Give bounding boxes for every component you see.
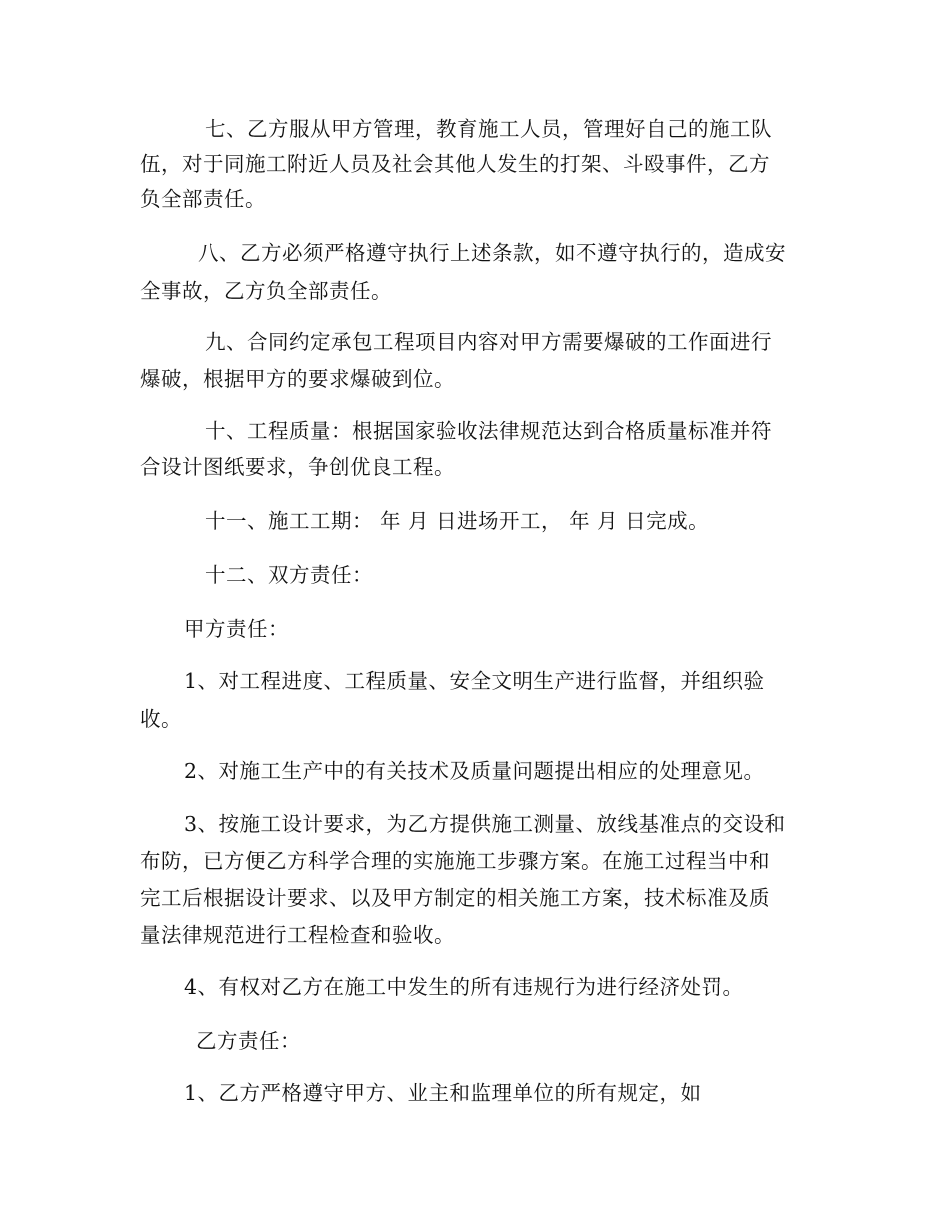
party-a-item-3-line-3: 完工后根据设计要求、以及甲方制定的相关施工方案，技术标准及质: [140, 886, 770, 910]
party-a-heading: 甲方责任：: [184, 617, 289, 641]
clause-8-line-2: 全事故，乙方负全部责任。: [140, 279, 392, 303]
party-a-item-3-line-1: 3、按施工设计要求，为乙方提供施工测量、放线基准点的交设和: [184, 812, 786, 836]
party-a-item-1-line-2: 收。: [140, 707, 182, 731]
clause-8-line-1: 八、乙方必须严格遵守执行上述条款，如不遵守执行的，造成安: [198, 241, 786, 265]
party-a-item-3-line-2: 布防，已方便乙方科学合理的实施施工步骤方案。在施工过程当中和: [140, 849, 770, 873]
clause-12-heading: 十二、双方责任：: [205, 563, 373, 587]
clause-9-line-2: 爆破，根据甲方的要求爆破到位。: [140, 367, 455, 391]
clause-7-line-3: 负全部责任。: [140, 187, 266, 211]
party-b-item-1-line-1: 1、乙方严格遵守甲方、业主和监理单位的所有规定，如: [184, 1081, 702, 1105]
clause-10-line-2: 合设计图纸要求，争创优良工程。: [140, 455, 455, 479]
party-a-item-1-line-1: 1、对工程进度、工程质量、安全文明生产进行监督，并组织验: [184, 669, 765, 693]
party-a-item-3-line-4: 量法律规范进行工程检查和验收。: [140, 923, 455, 947]
clause-7-line-2: 伍，对于同施工附近人员及社会其他人发生的打架、斗殴事件，乙方: [140, 152, 770, 176]
party-b-heading: 乙方责任：: [196, 1029, 301, 1053]
clause-7-line-1: 七、乙方服从甲方管理，教育施工人员，管理好自己的施工队: [205, 117, 772, 141]
clause-11-line: 十一、施工工期： 年 月 日进场开工， 年 月 日完成。: [205, 509, 710, 533]
party-a-item-4: 4、有权对乙方在施工中发生的所有违规行为进行经济处罚。: [184, 975, 744, 999]
clause-10-line-1: 十、工程质量：根据国家验收法律规范达到合格质量标准并符: [205, 419, 772, 443]
party-a-item-2: 2、对施工生产中的有关技术及质量问题提出相应的处理意见。: [184, 759, 765, 783]
clause-9-line-1: 九、合同约定承包工程项目内容对甲方需要爆破的工作面进行: [205, 330, 772, 354]
